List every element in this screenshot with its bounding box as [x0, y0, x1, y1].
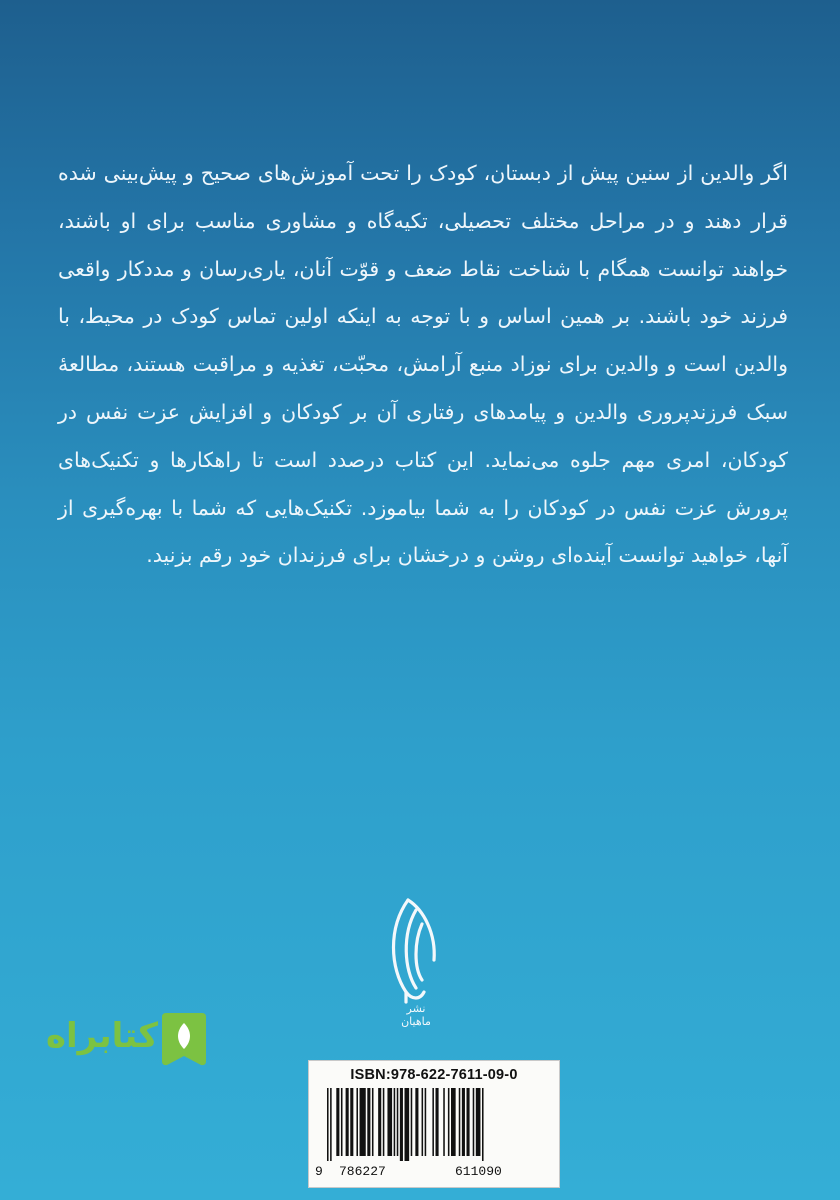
blurb-paragraph: اگر والدین از سنین پیش از دبستان، کودک را تحت آموزش‌های صحیح و پیش‌بینی شده قرار دهند و در مراحل مختلف تحصیلی، تکیه‌گاه و مشاوری مناسب برای او باشند، خواهند توانست همگام با شناخت نقاط ضعف و قوّت آنان، یاری‌رسان و مددکار واقعی فرزند خود باشند. بر همین اساس و با توجه به اینکه اولین تماس کودک در محیط، با والدین است و والدین برای نوزاد منبع آرامش، محبّت، تغذیه و مراقبت هستند، مطالعهٔ سبک فرزندپروری والدین و پیامدهای رفتاری آن بر کودکان و افزایش عزت نفس در کودکان، امری مهم جلوه می‌نماید. این کتاب درصدد است تا راهکارها و تکنیک‌های پرورش عزت نفس در کودکان را به شما بیاموزد. تکنیک‌هایی که شما با بهره‌گیری از آنها، خواهید توانست آینده‌ای روشن و درخشان برای فرزندان خود رقم بزنید.: [58, 161, 788, 568]
barcode-stripe: [476, 1088, 481, 1156]
publisher-line-2: ماهیان: [401, 1015, 431, 1028]
barcode-stripe: [330, 1088, 332, 1161]
barcode-stripe: [367, 1088, 370, 1156]
barcode-stripe: [383, 1088, 385, 1156]
barcode-stripe: [451, 1088, 456, 1156]
isbn-label: ISBN:978-622-7611-09-0: [350, 1067, 518, 1083]
barcode-stripe: [422, 1088, 424, 1156]
barcode-digits-right: 611090: [455, 1164, 502, 1179]
barcode-digits-left: 786227: [339, 1164, 386, 1179]
barcode-stripe: [405, 1088, 410, 1161]
barcode-stripe: [378, 1088, 381, 1156]
barcode-stripe: [462, 1088, 465, 1156]
barcode-stripe: [415, 1088, 418, 1156]
publisher-line-1: نشر: [406, 1002, 426, 1015]
barcode-stripe: [411, 1088, 413, 1156]
barcode-stripe: [336, 1088, 339, 1156]
barcode-stripe: [443, 1088, 445, 1156]
barcode-stripe: [346, 1088, 349, 1156]
barcode-stripe: [341, 1088, 343, 1156]
barcode-stripe: [459, 1088, 461, 1156]
barcode-stripe: [327, 1088, 329, 1161]
ketabrah-wordmark: کتابراه: [45, 1016, 158, 1056]
publisher-name: [376, 1002, 456, 1028]
blurb-text: [58, 150, 788, 580]
barcode-stripe: [436, 1088, 439, 1156]
publisher-logo: [376, 880, 456, 1020]
barcode-panel: [308, 1060, 560, 1188]
barcode-stripe: [448, 1088, 450, 1156]
barcode-stripe: [425, 1088, 427, 1156]
barcode-digit-first: 9: [315, 1164, 323, 1179]
barcode-stripe: [350, 1088, 353, 1156]
barcode-stripe: [372, 1088, 374, 1156]
barcode-stripe: [360, 1088, 366, 1156]
barcode-stripe: [400, 1088, 403, 1161]
bookmark-icon: [156, 1009, 212, 1069]
ketabrah-watermark: [40, 1005, 212, 1075]
barcode-stripe: [356, 1088, 358, 1156]
barcode-stripe: [387, 1088, 392, 1156]
barcode-stripe: [397, 1088, 399, 1156]
barcode-stripe: [394, 1088, 396, 1156]
barcode-stripe: [482, 1088, 484, 1161]
barcode-stripe: [467, 1088, 470, 1156]
barcode-digits: [309, 1164, 559, 1182]
barcode-bars: [327, 1088, 549, 1161]
barcode-stripe: [473, 1088, 475, 1156]
barcode-stripe: [432, 1088, 434, 1156]
